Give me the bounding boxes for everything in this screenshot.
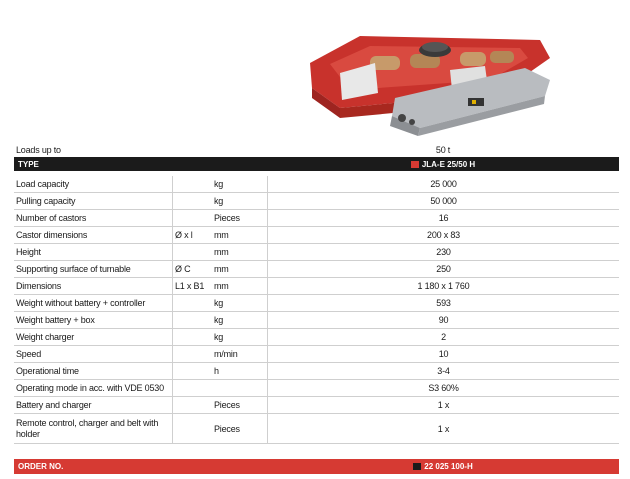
type-label: TYPE [18,159,39,169]
product-image [300,18,560,136]
spec-value: 1 x [267,414,619,443]
spec-unit: kg [214,315,224,325]
spec-row [14,346,619,363]
spec-symbol [172,380,212,396]
spec-row [14,227,619,244]
spec-value: 1 180 x 1 760 [267,278,619,294]
spec-symbol [172,295,212,311]
loads-value: 50 t [435,144,451,155]
spec-value: 250 [267,261,619,277]
spec-value: 16 [267,210,619,226]
loads-row [14,142,619,157]
spec-unit: kg [214,179,224,189]
spec-unit: Pieces [214,213,240,223]
spec-row [14,414,619,444]
spec-symbol [172,329,212,345]
spec-name: Pulling capacity [16,196,76,206]
spec-symbol: L1 x B1 [172,278,212,294]
spec-name: Operational time [16,366,79,376]
spec-row [14,244,619,261]
spec-symbol: Ø x l [172,227,212,243]
spec-row [14,278,619,295]
spec-unit: mm [214,230,229,240]
spec-name: Speed [16,349,42,359]
spec-unit: kg [214,196,224,206]
spec-symbol [172,176,212,192]
spec-rows [14,176,619,444]
spec-unit: m/min [214,349,238,359]
spec-name: Number of castors [16,213,87,223]
spec-symbol [172,363,212,379]
spec-name: Weight without battery + controller [16,298,146,308]
red-swatch-icon [411,161,419,168]
spec-value: 25 000 [267,176,619,192]
spec-symbol [172,210,212,226]
spec-row [14,295,619,312]
spec-row [14,210,619,227]
spec-row [14,329,619,346]
spec-value: 10 [267,346,619,362]
type-model: JLA-E 25/50 H [421,159,476,169]
spec-value: 3-4 [267,363,619,379]
spec-row [14,363,619,380]
spec-unit: Pieces [214,423,240,434]
spec-value: 230 [267,244,619,260]
spec-symbol [172,193,212,209]
spec-value: S3 60% [267,380,619,396]
spec-name: Castor dimensions [16,230,88,240]
spec-row [14,176,619,193]
spec-unit [212,380,267,396]
spec-value: 90 [267,312,619,328]
spec-table [14,142,619,444]
spec-name: Supporting surface of turnable [16,264,131,274]
order-label: ORDER NO. [18,462,64,471]
spec-unit: mm [214,281,229,291]
black-swatch-icon [413,463,421,470]
spec-value: 200 x 83 [267,227,619,243]
spec-unit: mm [214,264,229,274]
spec-unit: h [214,366,219,376]
spec-unit: kg [214,298,224,308]
spec-unit: kg [214,332,224,342]
spec-name: Weight charger [16,332,75,342]
spec-name: Load capacity [16,179,69,189]
type-header [14,157,619,171]
spec-name: Dimensions [16,281,62,291]
spec-symbol [172,312,212,328]
spec-symbol [172,414,212,443]
spec-name: Battery and charger [16,400,92,410]
loads-label: Loads up to [16,144,61,155]
spec-row [14,397,619,414]
spec-name: Weight battery + box [16,315,95,325]
spec-value: 1 x [267,397,619,413]
spec-symbol: Ø C [172,261,212,277]
spec-symbol [172,397,212,413]
spec-unit: mm [214,247,229,257]
spec-row [14,193,619,210]
spec-row [14,312,619,329]
spec-name: Operating mode in acc. with VDE 0530 [16,383,164,393]
spec-symbol [172,346,212,362]
spec-unit: Pieces [214,400,240,410]
spec-row [14,261,619,278]
spec-name: Height [16,247,41,257]
spec-value: 50 000 [267,193,619,209]
spec-value: 593 [267,295,619,311]
order-number: 22 025 100-H [424,462,473,471]
spec-row [14,380,619,397]
spec-name: Remote control, charger and belt with holder [16,417,159,439]
spec-value: 2 [267,329,619,345]
order-row [14,459,619,474]
spec-symbol [172,244,212,260]
